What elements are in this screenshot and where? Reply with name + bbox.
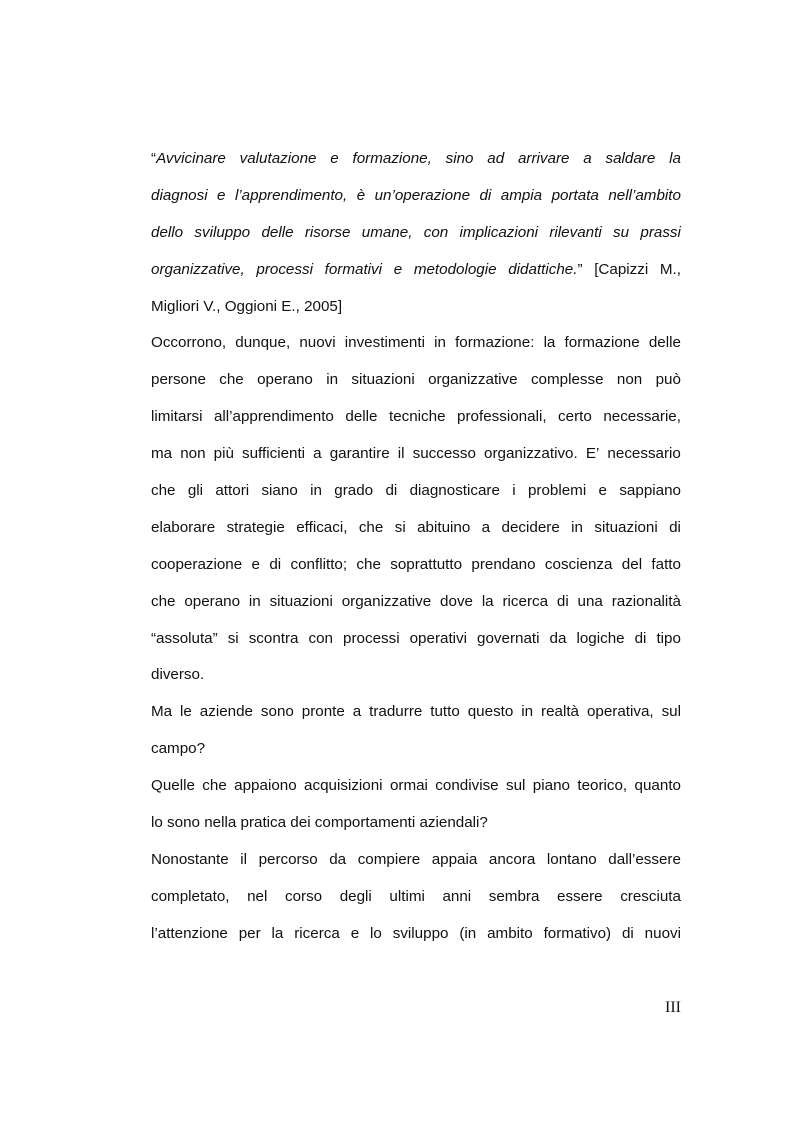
word (151, 252, 245, 289)
word-run: ampia (500, 186, 543, 204)
word: di (556, 592, 569, 610)
word: corso (284, 887, 323, 905)
text-line (151, 215, 681, 252)
word (549, 215, 601, 252)
word (660, 252, 681, 289)
word: la (481, 592, 494, 610)
word: del (621, 555, 643, 573)
word (446, 141, 474, 178)
word-run: ” (577, 260, 583, 278)
word: abituino (417, 518, 471, 536)
text-line (151, 768, 681, 805)
word: nuovi (644, 924, 681, 942)
word: cooperazione (151, 555, 243, 573)
text-line (151, 621, 681, 658)
word: logiche (576, 629, 625, 647)
word: dall’essere (608, 850, 681, 868)
word: una (577, 592, 603, 610)
word: delle (345, 408, 378, 426)
word: problemi (527, 482, 587, 500)
text-line (151, 399, 681, 436)
text-line (151, 584, 681, 621)
word: cresciuta (620, 887, 681, 905)
text-run: lo sono nella pratica dei comportamenti aziendali? (151, 814, 488, 832)
word: limitarsi (151, 408, 203, 426)
word-run: e (393, 260, 403, 278)
word: per (238, 924, 261, 942)
word: di (669, 518, 681, 536)
word: non (180, 445, 206, 463)
word: e (350, 924, 360, 942)
word-run: rilevanti (549, 223, 602, 241)
word: sviluppo (392, 924, 449, 942)
word-run: ad (487, 150, 505, 167)
word (605, 141, 655, 178)
word: aziende (199, 703, 253, 721)
word: necessarie, (603, 408, 681, 426)
word: sul (661, 703, 681, 721)
word: persone (151, 371, 206, 389)
word: Nonostante (151, 850, 229, 868)
text-run: campo? (151, 740, 206, 758)
word: sappiano (619, 482, 681, 500)
word: operano (257, 371, 313, 389)
word: di (621, 924, 634, 942)
word: può (655, 371, 681, 389)
word (594, 252, 648, 289)
word (151, 178, 208, 215)
word: che (202, 777, 227, 795)
text-line (151, 731, 681, 768)
word: processi (343, 629, 400, 647)
text-line (151, 879, 681, 916)
text-line (151, 141, 681, 178)
word: nuovi (299, 334, 336, 352)
word: si (394, 518, 406, 536)
word-run: organizzative, (151, 260, 245, 278)
word: questo (467, 703, 514, 721)
word-run: prassi (640, 223, 681, 241)
word: che (219, 371, 244, 389)
word: condivise (435, 777, 499, 795)
word: dove (440, 592, 473, 610)
word-run: formazione, (352, 150, 432, 167)
word: ultimi (389, 887, 425, 905)
word: lontano (546, 850, 597, 868)
word: i (512, 482, 516, 500)
word: acquisizioni (304, 777, 383, 795)
word: anni (442, 887, 472, 905)
word: Ma (151, 703, 173, 721)
word: che (356, 555, 381, 573)
word (362, 215, 413, 252)
word (508, 252, 582, 289)
word-run: “ (151, 150, 157, 167)
word: completato, (151, 887, 230, 905)
word: che (358, 518, 384, 536)
word-run: dello (151, 223, 184, 241)
word (235, 178, 347, 215)
word-run: l’apprendimento, (234, 186, 348, 204)
word: all’apprendimento (213, 408, 334, 426)
word: compiere (357, 850, 421, 868)
text-line (151, 842, 681, 879)
word: governati (477, 629, 540, 647)
word: la (543, 334, 556, 352)
word: situazioni (594, 518, 658, 536)
word: l’attenzione (151, 924, 228, 942)
text-line (151, 289, 681, 326)
word: il (397, 445, 405, 463)
word-run: valutazione (239, 150, 317, 167)
word (151, 215, 183, 252)
word: in (326, 371, 339, 389)
word: operativa, (586, 703, 654, 721)
word-run: su (613, 223, 630, 241)
word: investimenti (344, 334, 425, 352)
word-run: arrivare (517, 150, 570, 167)
word (669, 141, 681, 178)
word (424, 215, 449, 252)
word-run: di (479, 186, 492, 204)
word: in (248, 592, 261, 610)
word: tutto (430, 703, 460, 721)
word: le (180, 703, 192, 721)
word-run: a (583, 150, 592, 167)
word: da (329, 850, 347, 868)
word: realtà (541, 703, 580, 721)
word: ambito (487, 924, 533, 942)
word: diagnosticare (409, 482, 500, 500)
text-line (151, 362, 681, 399)
word-run: e (330, 150, 339, 167)
word: attori (215, 482, 250, 500)
word: fatto (651, 555, 681, 573)
word-run: didattiche. (508, 260, 578, 278)
word: appaia (431, 850, 478, 868)
word: piano (532, 777, 570, 795)
word: in (571, 518, 583, 536)
word: situazioni (351, 371, 415, 389)
text-line (151, 805, 681, 842)
word: ma (151, 445, 173, 463)
word: che (151, 482, 176, 500)
page-number: III (665, 999, 681, 1016)
word (552, 178, 599, 215)
word: il (240, 850, 247, 868)
text-run: Migliori V., Oggioni E., 2005] (151, 297, 343, 315)
word: di (634, 629, 647, 647)
word: gli (187, 482, 204, 500)
word: delle (648, 334, 681, 352)
word: si (227, 629, 239, 647)
word: sono (260, 703, 294, 721)
word: ancora (488, 850, 536, 868)
word (325, 252, 382, 289)
word: sufficienti (242, 445, 306, 463)
word-run: implicazioni (459, 223, 539, 241)
word: degli (339, 887, 372, 905)
word: tipo (656, 629, 681, 647)
word: in (521, 703, 534, 721)
word: complesse (530, 371, 604, 389)
word-run: formativi (324, 260, 383, 278)
text-line (151, 436, 681, 473)
word (460, 215, 539, 252)
text-line (151, 510, 681, 547)
word (394, 252, 402, 289)
word-run: sviluppo (194, 223, 251, 241)
word: ricerca (294, 924, 340, 942)
word: successo (412, 445, 476, 463)
word (194, 215, 250, 252)
word-run: risorse (304, 223, 351, 241)
word: di (385, 482, 398, 500)
word: siano (261, 482, 298, 500)
word: appaiono (234, 777, 297, 795)
text-line (151, 657, 681, 694)
word: grado (334, 482, 374, 500)
word: E’ (585, 445, 600, 463)
word (305, 215, 351, 252)
word: dunque, (235, 334, 291, 352)
word: conflitto; (290, 555, 348, 573)
word: (in (459, 924, 477, 942)
word-run: umane, (361, 223, 413, 241)
word-run: sino (445, 150, 474, 167)
word: prendano (471, 555, 536, 573)
word: situazioni (269, 592, 333, 610)
word: quanto (634, 777, 681, 795)
text-line (151, 252, 681, 289)
word: teorico, (577, 777, 628, 795)
word-run: la (669, 150, 681, 167)
word: la (271, 924, 284, 942)
word: sul (506, 777, 526, 795)
word: non (616, 371, 643, 389)
word: in (434, 334, 446, 352)
text-line (151, 473, 681, 510)
word: decidere (501, 518, 560, 536)
word (261, 215, 293, 252)
word: organizzative (428, 371, 518, 389)
word-run: M., (659, 260, 681, 278)
word (501, 178, 542, 215)
word: professionali, (457, 408, 547, 426)
word: razionalità (611, 592, 681, 610)
word: coscienza (544, 555, 613, 573)
word: organizzative (341, 592, 432, 610)
word (375, 178, 470, 215)
text-line (151, 547, 681, 584)
word (414, 252, 497, 289)
word: strategie (226, 518, 285, 536)
word: formazione (564, 334, 640, 352)
word: pronte (301, 703, 345, 721)
word: formativo) (543, 924, 612, 942)
word (330, 141, 338, 178)
word-run: con (423, 223, 449, 241)
body-text (151, 141, 681, 953)
word-run: processi (256, 260, 313, 278)
word: che (151, 592, 176, 610)
word-run: Avvicinare (156, 150, 226, 167)
text-line (151, 325, 681, 362)
word: lo (370, 924, 382, 942)
word (357, 178, 365, 215)
word: essere (557, 887, 603, 905)
word (613, 215, 629, 252)
word: certo (558, 408, 592, 426)
word: scontra (248, 629, 299, 647)
word (479, 178, 491, 215)
word: Occorrono, (151, 334, 227, 352)
text-line (151, 178, 681, 215)
word (256, 252, 313, 289)
word (353, 141, 432, 178)
text-line (151, 694, 681, 731)
word-run: portata (551, 186, 599, 204)
word-run: delle (261, 223, 294, 241)
word: efficaci, (296, 518, 348, 536)
word (518, 141, 569, 178)
word (487, 141, 504, 178)
word (151, 141, 226, 178)
word-run: metodologie (413, 260, 497, 278)
word: ricerca (502, 592, 549, 610)
word: operano (184, 592, 241, 610)
word: operativi (409, 629, 468, 647)
word: tradurre (369, 703, 423, 721)
word: e (251, 555, 260, 573)
word: a (313, 445, 322, 463)
word (640, 215, 681, 252)
word-run: e (217, 186, 226, 204)
word: ormai (389, 777, 428, 795)
word (240, 141, 317, 178)
word: soprattutto (390, 555, 463, 573)
word: da (549, 629, 567, 647)
word: a (481, 518, 491, 536)
word: elaborare (151, 518, 216, 536)
word-run: saldare (605, 150, 656, 167)
word: nel (247, 887, 268, 905)
word: in (310, 482, 322, 500)
word: percorso (258, 850, 318, 868)
word-run: un’operazione (374, 186, 471, 204)
word: necessario (607, 445, 681, 463)
word: e (598, 482, 607, 500)
word (217, 178, 225, 215)
text-line (151, 916, 681, 953)
word (583, 141, 591, 178)
word: a (352, 703, 362, 721)
word-run: nell’ambito (608, 186, 681, 204)
word-run: [Capizzi (594, 260, 649, 278)
word: formazione: (455, 334, 535, 352)
word: sembra (488, 887, 540, 905)
word: più (213, 445, 234, 463)
word: organizzativo. (484, 445, 578, 463)
word: di (269, 555, 282, 573)
word: tecniche (388, 408, 446, 426)
word-run: è (356, 186, 366, 204)
word: con (308, 629, 334, 647)
word-run: diagnosi (151, 186, 208, 204)
word (608, 178, 681, 215)
word: garantire (329, 445, 390, 463)
word: “assoluta” (151, 629, 218, 647)
text-run: diverso. (151, 666, 205, 684)
word: Quelle (151, 777, 195, 795)
